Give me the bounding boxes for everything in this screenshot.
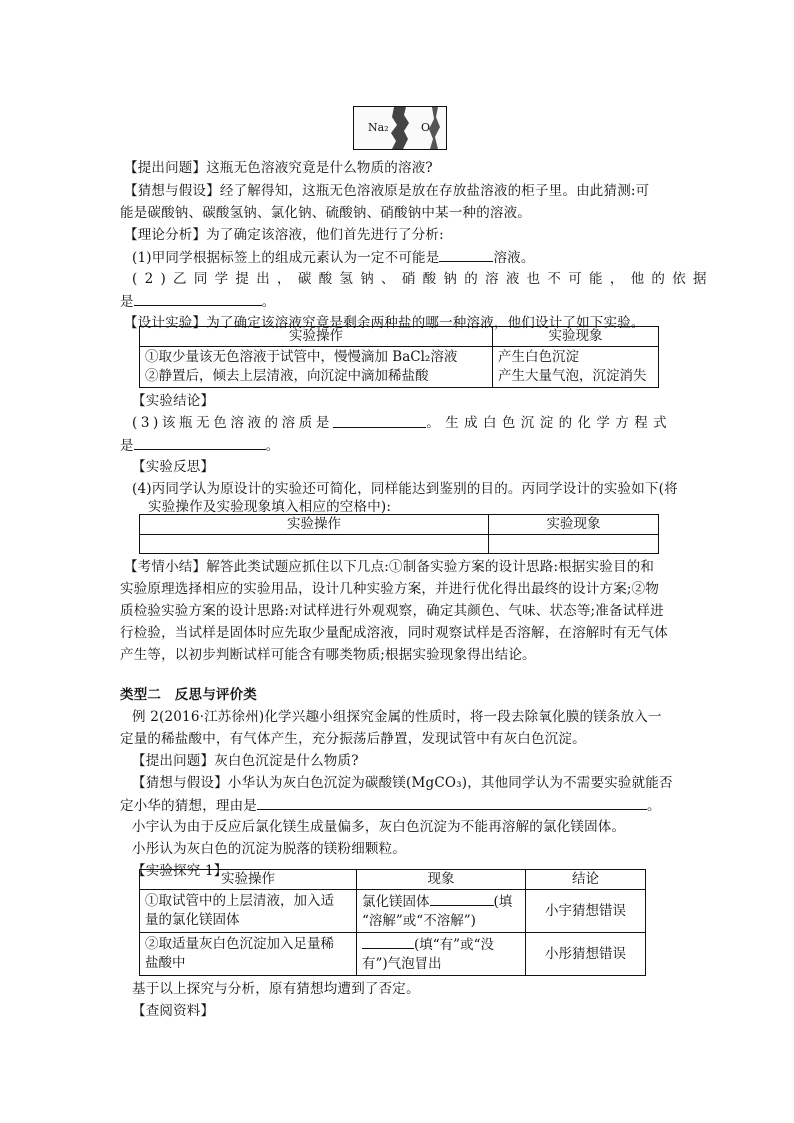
table2-header-operation: 实验操作 [140, 515, 489, 535]
table3-row2-operation [140, 933, 357, 976]
summary-line-5: 产生等，以初步判断试样可能含有哪类物质;根据实验现象得出结论。 [120, 647, 536, 663]
bottle-label-image [353, 106, 447, 150]
table3-header-phenomenon: 现象 [357, 870, 526, 890]
table-row [140, 890, 646, 933]
conclusion-line-1 [132, 413, 672, 433]
theory-q2-prefix: 是 [120, 294, 134, 310]
summary-line-3: 质检验实验方案的设计思路:对试样进行外观观察，确定其颜色、气味、状态等;准备试样进 [120, 603, 664, 619]
table3-row2-ph-line2: 有”)气泡冒出 [362, 956, 442, 972]
table3-row1-ph-text: 氯化镁固体 [362, 894, 430, 910]
conclusion-line-2 [120, 435, 279, 456]
table1-ph-1: 产生白色沉淀 [498, 349, 579, 365]
example-hypothesis-2 [120, 795, 661, 816]
section-heading: 类型二 反思与评价类 [120, 687, 257, 703]
table3-row2-phenomenon [357, 933, 526, 976]
example-xiaotong: 小彤认为灰白色的沉淀为脱落的镁粉细颗粒。 [132, 841, 406, 857]
table3-row1-conclusion: 小宇猜想错误 [526, 890, 646, 933]
table3-row1-ph-hint: (填 [493, 894, 513, 910]
example-reason-tail: 。 [647, 798, 661, 814]
theory-line-1: 【理论分析】为了确定该溶液，他们首先进行了分析: [124, 227, 444, 243]
summary-line-1: 【考情小结】解答此类试题应抓住以下几点:①制备实验方案的设计思路:根据实验目的和 [124, 559, 655, 575]
table3-row2-op-line2: 盐酸中 [145, 955, 186, 971]
table1-operation-cell [140, 347, 493, 388]
answer-blank-3[interactable] [333, 413, 426, 428]
answer-blank-4[interactable] [134, 435, 266, 450]
table1-phenomenon-cell [493, 347, 659, 388]
table3-row1-op-line1: ①取试管中的上层清液，加入适 [145, 893, 334, 909]
conclusion-eq-prefix: 是 [120, 438, 134, 454]
summary-line-2: 实验原理选择相应的实验用品，设计几种实验方案，并进行优化得出最终的设计方案;②物 [120, 581, 660, 597]
table1-ph-2: 产生大量气泡，沉淀消失 [498, 368, 647, 384]
table3-header-conclusion: 结论 [526, 870, 646, 890]
theory-q1-text: (1)甲同学根据标签上的组成元素认为一定不可能是 [132, 250, 440, 266]
label-right-text: O [421, 121, 431, 134]
table1-header-operation: 实验操作 [140, 327, 493, 347]
table3-row1-ph-line2: “溶解”或“不溶解”) [362, 913, 476, 929]
theory-q1-tail: 溶液。 [493, 250, 535, 266]
table1-op-1: ①取少量该无色溶液于试管中，慢慢滴加 BaCl₂溶液 [145, 349, 458, 365]
example-explore-heading: 【实验探究 1】 [132, 863, 228, 879]
theory-q2-text: (2)乙同学提出，碳酸氢钠、硝酸钠的溶液也不可能，他的依据 [132, 271, 714, 287]
reflection-heading: 【实验反思】 [132, 459, 215, 475]
example-result-line: 基于以上探究与分析，原有猜想均遭到了否定。 [132, 981, 420, 997]
conclusion-eq-tail: 。 [265, 438, 280, 454]
reflection-line-2: 实验操作及实验现象填入相应的空格中): [148, 499, 392, 515]
table3-row1-phenomenon [357, 890, 526, 933]
theory-q2-tail: 。 [261, 294, 276, 310]
table1-op-2: ②静置后，倾去上层清液，向沉淀中滴加稀盐酸 [145, 368, 429, 384]
theory-line-2 [132, 247, 535, 268]
example-question: 【提出问题】灰白色沉淀是什么物质? [132, 753, 359, 769]
design-line: 【设计实验】为了确定该溶液究竟是剩余两种盐的哪一种溶液，他们设计了如下实验。 [124, 315, 645, 331]
hypothesis-line-1: 【猜想与假设】经了解得知，这瓶无色溶液原是放在存放盐溶液的柜子里。由此猜测:可 [124, 183, 650, 199]
theory-line-4 [120, 291, 275, 312]
theory-line-3 [132, 269, 714, 289]
table3-row2-op-line1: ②取适量灰白色沉淀加入足量稀 [145, 936, 334, 952]
example-line-1: 例 2(2016·江苏徐州)化学兴趣小组探究金属的性质时，将一段去除氧化膜的镁条放入一 [132, 709, 662, 725]
table1-header-phenomenon: 实验现象 [493, 327, 659, 347]
example-line-2: 定量的稀盐酸中，有气体产生，充分振荡后静置，发现试管中有灰白色沉淀。 [120, 731, 586, 747]
experiment-table-1 [139, 326, 659, 388]
example-reason-text: 定小华的猜想，理由是 [120, 798, 257, 814]
table3-row1-op-line2: 量的氯化镁固体 [145, 912, 240, 928]
table3-row2-conclusion: 小彤猜想错误 [526, 933, 646, 976]
question-line: 【提出问题】这瓶无色溶液究竟是什么物质的溶液? [124, 160, 433, 176]
answer-blank-1[interactable] [439, 247, 493, 262]
conclusion-q3-tail: 。生成白色沉淀的化学方程式 [426, 415, 672, 431]
table2-operation-input[interactable] [140, 535, 489, 554]
label-left-text: Na₂ [368, 121, 389, 134]
summary-line-4: 行检验，当试样是固体时应先取少量配成溶液，同时观察试样是否溶解，在溶解时有无气体 [120, 625, 668, 641]
experiment-table-3 [139, 869, 646, 976]
answer-blank-2[interactable] [134, 291, 262, 306]
answer-blank-5[interactable] [257, 795, 647, 810]
reflection-line-1: (4)丙同学认为原设计的实验还可简化，同样能达到鉴别的目的。丙同学设计的实验如下(将 [132, 481, 678, 497]
conclusion-q3-text: (3)该瓶无色溶液的溶质是 [132, 415, 333, 431]
table2-header-phenomenon: 实验现象 [489, 515, 659, 535]
table3-row1-operation [140, 890, 357, 933]
example-xiaoyu: 小宇认为由于反应后氯化镁生成量偏多，灰白色沉淀为不能再溶解的氯化镁固体。 [132, 819, 626, 835]
table3-header-operation: 实验操作 [140, 870, 357, 890]
example-hypothesis-1: 【猜想与假设】小华认为灰白色沉淀为碳酸镁(MgCO₃)，其他同学认为不需要实验就能否 [132, 775, 673, 791]
experiment-table-2 [139, 514, 659, 554]
hypothesis-line-2: 能是碳酸钠、碳酸氢钠、氯化钠、硫酸钠、硝酸钠中某一种的溶液。 [120, 205, 531, 221]
answer-blank-6[interactable] [430, 891, 494, 906]
example-reference-heading: 【查阅资料】 [132, 1003, 215, 1019]
table-row [140, 933, 646, 976]
conclusion-heading: 【实验结论】 [132, 393, 215, 409]
table3-row2-ph-hint: (填“有”或“没 [414, 937, 494, 953]
table2-phenomenon-input[interactable] [489, 535, 659, 554]
answer-blank-7[interactable] [362, 934, 414, 949]
